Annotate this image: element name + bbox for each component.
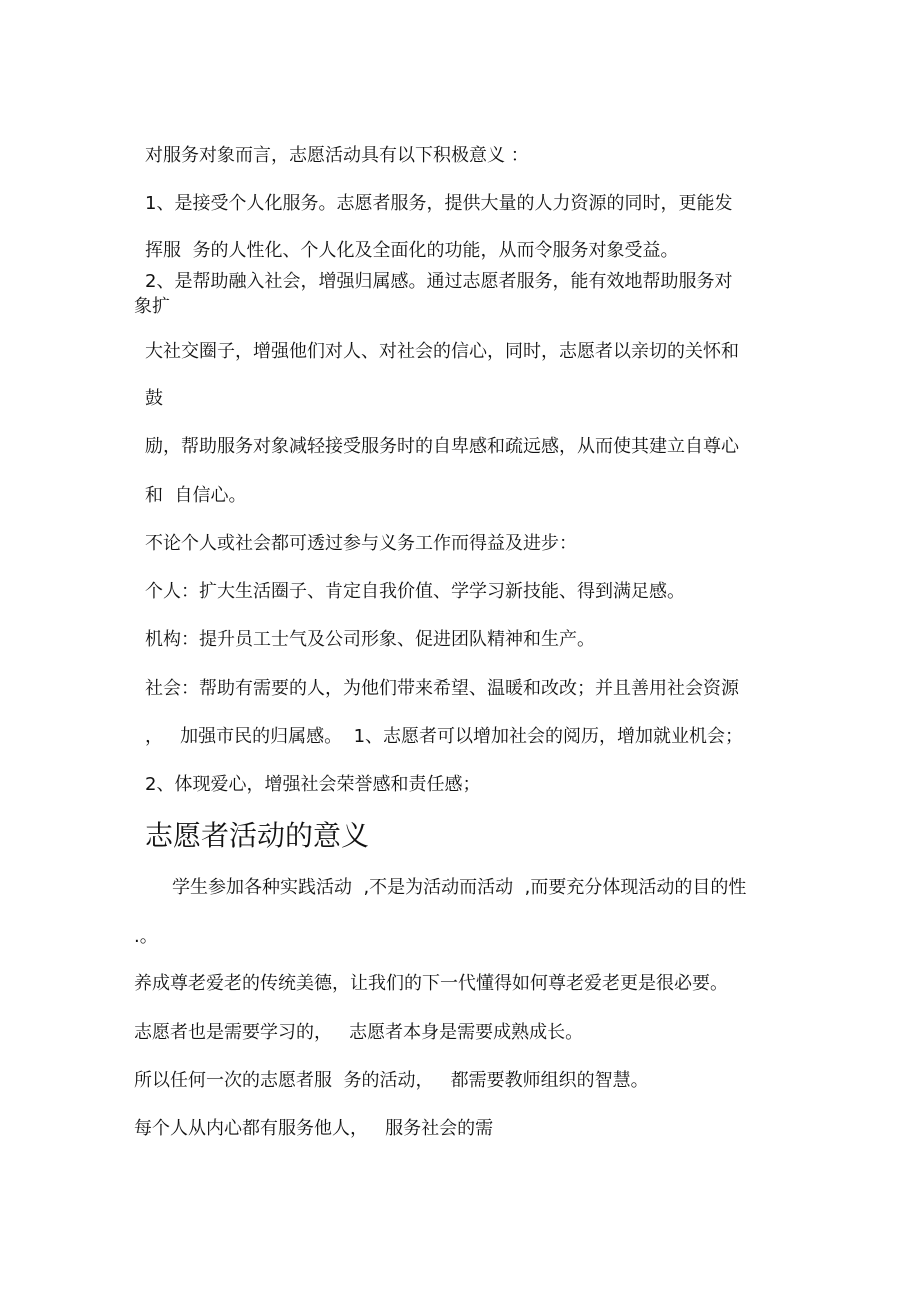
text-line: 励，帮助服务对象减轻接受服务时的自卑感和疏远感，从而使其建立自尊心 — [145, 436, 739, 457]
text-line: 鼓 — [145, 388, 163, 409]
text-line: 个人：扩大生活圈子、肯定自我价值、学学习新技能、得到满足感。 — [145, 581, 685, 602]
text-line: 1、是接受个人化服务。志愿者服务，提供大量的人力资源的同时，更能发 — [145, 193, 733, 214]
text-line: 2、是帮助融入社会，增强归属感。通过志愿者服务，能有效地帮助服务对 — [145, 271, 733, 292]
text-line: 对服务对象而言，志愿活动具有以下积极意义 ： — [145, 145, 529, 166]
text-line: 2、体现爱心，增强社会荣誉感和责任感； — [145, 774, 481, 795]
text-line: 机构：提升员工士气及公司形象、促进团队精神和生产。 — [145, 629, 595, 650]
text-line: 每个人从内心都有服务他人， 服务社会的需 — [134, 1118, 494, 1139]
text-line: 学生参加各种实践活动 ,不是为活动而活动 ,而要充分体现活动的目的性 — [172, 877, 747, 898]
text-line: 挥服 务的人性化、个人化及全面化的功能，从而令服务对象受益。 — [145, 240, 679, 261]
text-line: 象扩 — [134, 296, 170, 317]
text-line: .。 — [134, 926, 158, 947]
section-heading: 志愿者活动的意义 — [145, 819, 370, 852]
text-line: 大社交圈子，增强他们对人、对社会的信心，同时，志愿者以亲切的关怀和 — [145, 341, 739, 362]
text-line: 和 自信心。 — [145, 485, 247, 506]
text-line: 志愿者也是需要学习的， 志愿者本身是需要成熟成长。 — [134, 1022, 584, 1043]
text-line: 所以任何一次的志愿者服 务的活动， 都需要教师组织的智慧。 — [134, 1070, 649, 1091]
text-line: 养成尊老爱老的传统美德，让我们的下一代懂得如何尊老爱老更是很必要。 — [134, 973, 728, 994]
text-line: 不论个人或社会都可透过参与义务工作而得益及进步： — [145, 533, 577, 554]
text-line: ， 加强市民的归属感。 1、志愿者可以增加社会的阅历，增加就业机会； — [145, 726, 744, 747]
text-line: 社会：帮助有需要的人，为他们带来希望、温暖和改改；并且善用社会资源 — [145, 678, 739, 699]
